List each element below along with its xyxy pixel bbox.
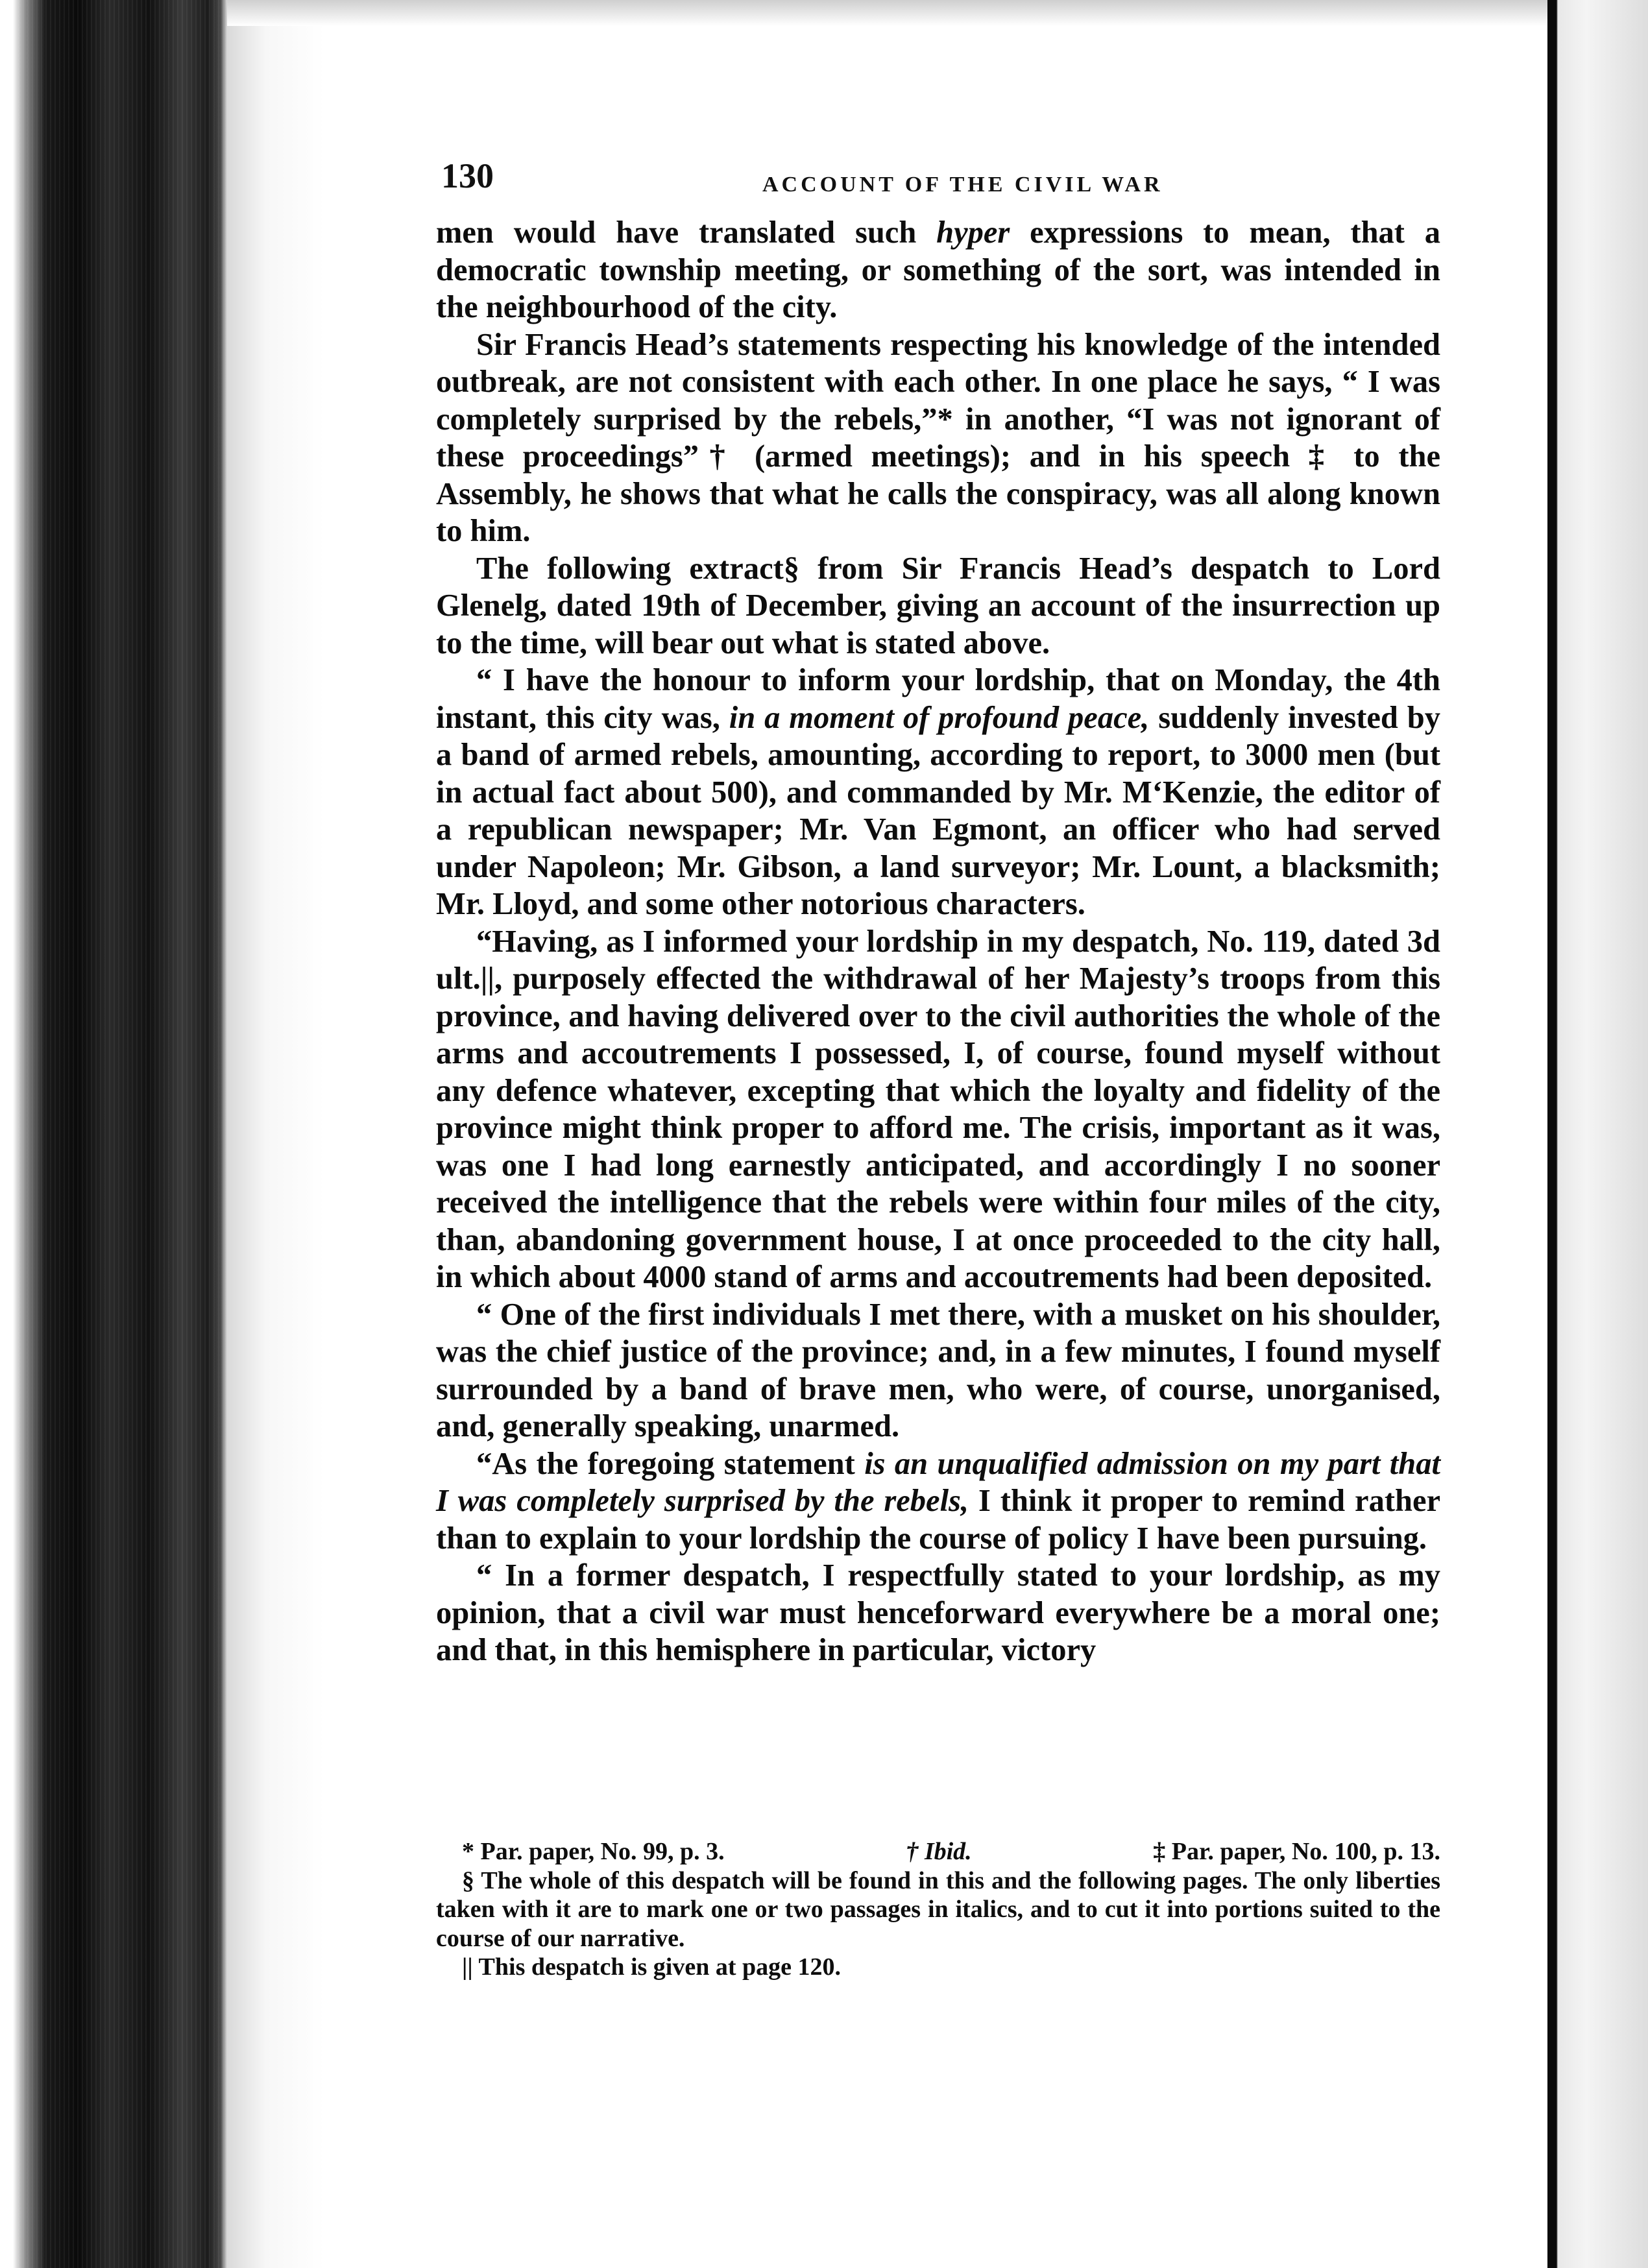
text-run: The following extract§ from Sir Francis Head’s despatch to Lord Glenelg, dated 19th of December, giving an account of the insurrection up to the time, will bear out what is stated above. [436, 551, 1440, 660]
footnote-4: § The whole of this despatch will be found in this and the following pages. The only liberties taken with it are to mark one or two passages in italics, and to cut it into portions suited to the course of our narrative. [436, 1866, 1440, 1952]
paragraph [436, 923, 1440, 1296]
paragraph [436, 550, 1440, 662]
italic-run: is an unqualified admission on my part that I was completely surprised by the rebels, [436, 1446, 1440, 1518]
text-run: “ I have the honour to inform your lordship, that on Monday, the 4th instant, this city was, [436, 663, 1440, 735]
next-page-edge [1547, 0, 1648, 2268]
text-run: I think it proper to remind rather than to explain to your lordship the course of policy I have been pursuing. [436, 1484, 1440, 1556]
text-run: “As the foregoing statement [476, 1446, 865, 1481]
footnote-row [436, 1837, 1440, 1866]
paragraph [436, 1445, 1440, 1558]
italic-run: in a moment of profound peace, [729, 700, 1150, 735]
paragraph [436, 1296, 1440, 1445]
body-text [436, 214, 1440, 1669]
paragraph [436, 326, 1440, 550]
footnote-3: ‡ Par. paper, No. 100, p. 13. [1153, 1838, 1440, 1865]
running-head: ACCOUNT OF THE CIVIL WAR [762, 173, 1163, 197]
paragraph [436, 1557, 1440, 1669]
paragraph [436, 214, 1440, 326]
italic-run: hyper [936, 215, 1010, 250]
page-top-shadow [227, 0, 1551, 26]
footnote-5: || This despatch is given at page 120. [462, 1953, 842, 1981]
page-header [441, 156, 1460, 208]
footnote-1: * Par. paper, No. 99, p. 3. [462, 1838, 725, 1865]
footnote-2: † Ibid. [906, 1838, 972, 1865]
book-binding-edge [0, 0, 227, 2268]
text-run: Sir Francis Head’s statements respecting his knowledge of the intended outbreak, are not consistent with each other. In one place he says, “ I was completely surprised by the rebels,”* in another, “I was not ignorant of these proceedings”† (armed meetings); and in his speech ‡ to the Assembly, he shows that what he calls the conspiracy, was all along known to him. [436, 327, 1440, 548]
text-run: “ In a former despatch, I respectfully stated to your lordship, as my opinion, that a civil war must henceforward everywhere be a moral one; and that, in this hemisphere in particular, victory [436, 1558, 1440, 1667]
paragraph [436, 662, 1440, 923]
page-number: 130 [441, 156, 494, 195]
text-run: “Having, as I informed your lordship in my despatch, No. 119, dated 3d ult.||, purposely effected the withdrawal of her Majesty’s troops from this province, and having delivered over to the civil authorities the whole of the arms and accoutrements I possessed, I, of course, found myself without any defence whatever, excepting that which the loyalty and fidelity of the province might think proper to afford me. The crisis, important as it was, was one I had long earnestly anticipated, and accordingly I no sooner received the intelligence that the rebels were within four miles of the city, than, abandoning government house, I at once proceeded to the city hall, in which about 4000 stand of arms and accoutrements had been deposited. [436, 924, 1440, 1294]
text-run: men would have translated such [436, 215, 937, 250]
text-run: expressions to mean, that a democratic township meeting, or something of the sort, was intended in the neighbourhood of the city. [436, 215, 1440, 324]
text-run: suddenly invested by a band of armed rebels, amounting, according to report, to 3000 men (but in actual fact about 500), and commanded by Mr. M‘Kenzie, the editor of a republican newspaper; Mr. Van Egmont, an officer who had served under Napoleon; Mr. Gibson, a land surveyor; Mr. Lount, a blacksmith; Mr. Lloyd, and some other notorious characters. [436, 700, 1441, 921]
footnotes [436, 1837, 1440, 1982]
text-run: “ One of the first individuals I met there, with a musket on his shoulder, was the chief justice of the province; and, in a few minutes, I found myself surrounded by a band of brave men, who were, of course, unorganised, and, generally speaking, unarmed. [436, 1297, 1440, 1443]
